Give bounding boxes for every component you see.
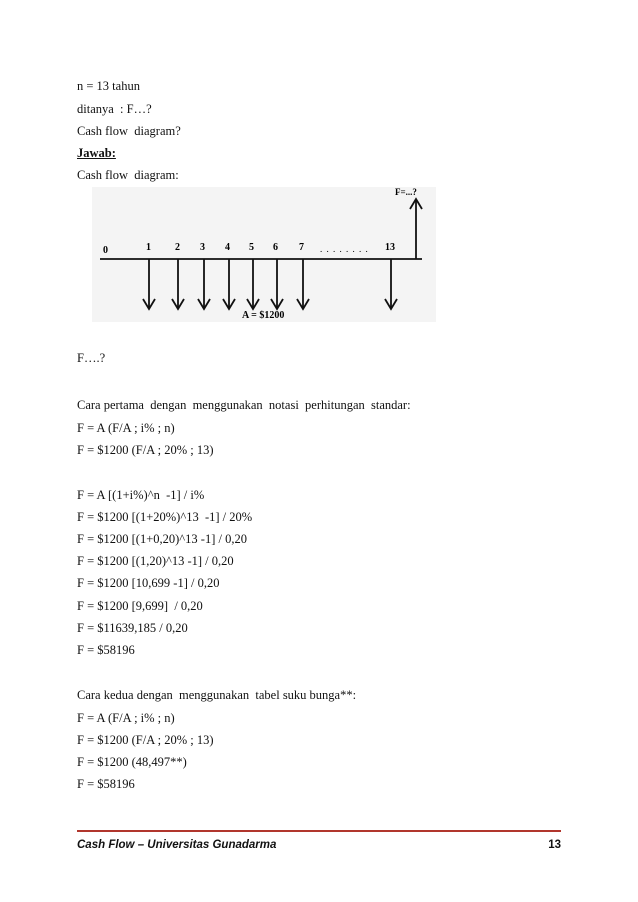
footer-rule [77,830,561,832]
f-question: F….? [77,351,106,365]
formula-line: F = $11639,185 / 0,20 [77,621,188,635]
method1-title: Cara pertama dengan menggunakan notasi perhitungan standar: [77,398,411,412]
formula-line: F = $1200 (48,497**) [77,755,187,769]
formula-line: F = $1200 [9,699] / 0,20 [77,599,203,613]
formula-line: F = A (F/A ; i% ; n) [77,421,175,435]
formula-line: F = $1200 (F/A ; 20% ; 13) [77,443,214,457]
formula-line: F = A [(1+i%)^n -1] / i% [77,488,205,502]
jawab-heading: Jawab: [77,146,116,160]
period-label-5: 5 [249,242,254,253]
formula-result: F = $58196 [77,643,135,657]
cash-flow-diagram-label: Cash flow diagram: [77,168,179,182]
period-label-7: 7 [299,242,304,253]
given-n: n = 13 tahun [77,79,140,93]
formula-line: F = $1200 [(1+0,20)^13 -1] / 0,20 [77,532,247,546]
formula-line: F = $1200 [10,699 -1] / 0,20 [77,576,220,590]
future-value-label: F=...? [395,187,417,197]
formula-line: F = $1200 (F/A ; 20% ; 13) [77,733,214,747]
formula-line: F = $1200 [(1+20%)^13 -1] / 20% [77,510,253,524]
page-number: 13 [548,839,561,851]
period-label-2: 2 [175,242,180,253]
period-label-13: 13 [385,242,395,253]
formula-line: F = $1200 [(1,20)^13 -1] / 0,20 [77,554,234,568]
cash-flow-diagram [92,187,436,322]
ellipsis-dots: . . . . . . . . [320,244,369,254]
period-label-4: 4 [225,242,230,253]
question-line: ditanya : F…? [77,102,152,116]
cash-flow-question: Cash flow diagram? [77,124,181,138]
formula-line: F = A (F/A ; i% ; n) [77,711,175,725]
period-label-6: 6 [273,242,278,253]
formula-result: F = $58196 [77,777,135,791]
diagram-background [92,187,436,322]
footer-title: Cash Flow – Universitas Gunadarma [77,839,277,851]
period-label-0: 0 [103,245,108,256]
method2-title: Cara kedua dengan menggunakan tabel suku bunga**: [77,688,357,702]
period-label-1: 1 [146,242,151,253]
period-label-3: 3 [200,242,205,253]
annuity-label: A = $1200 [242,310,285,321]
